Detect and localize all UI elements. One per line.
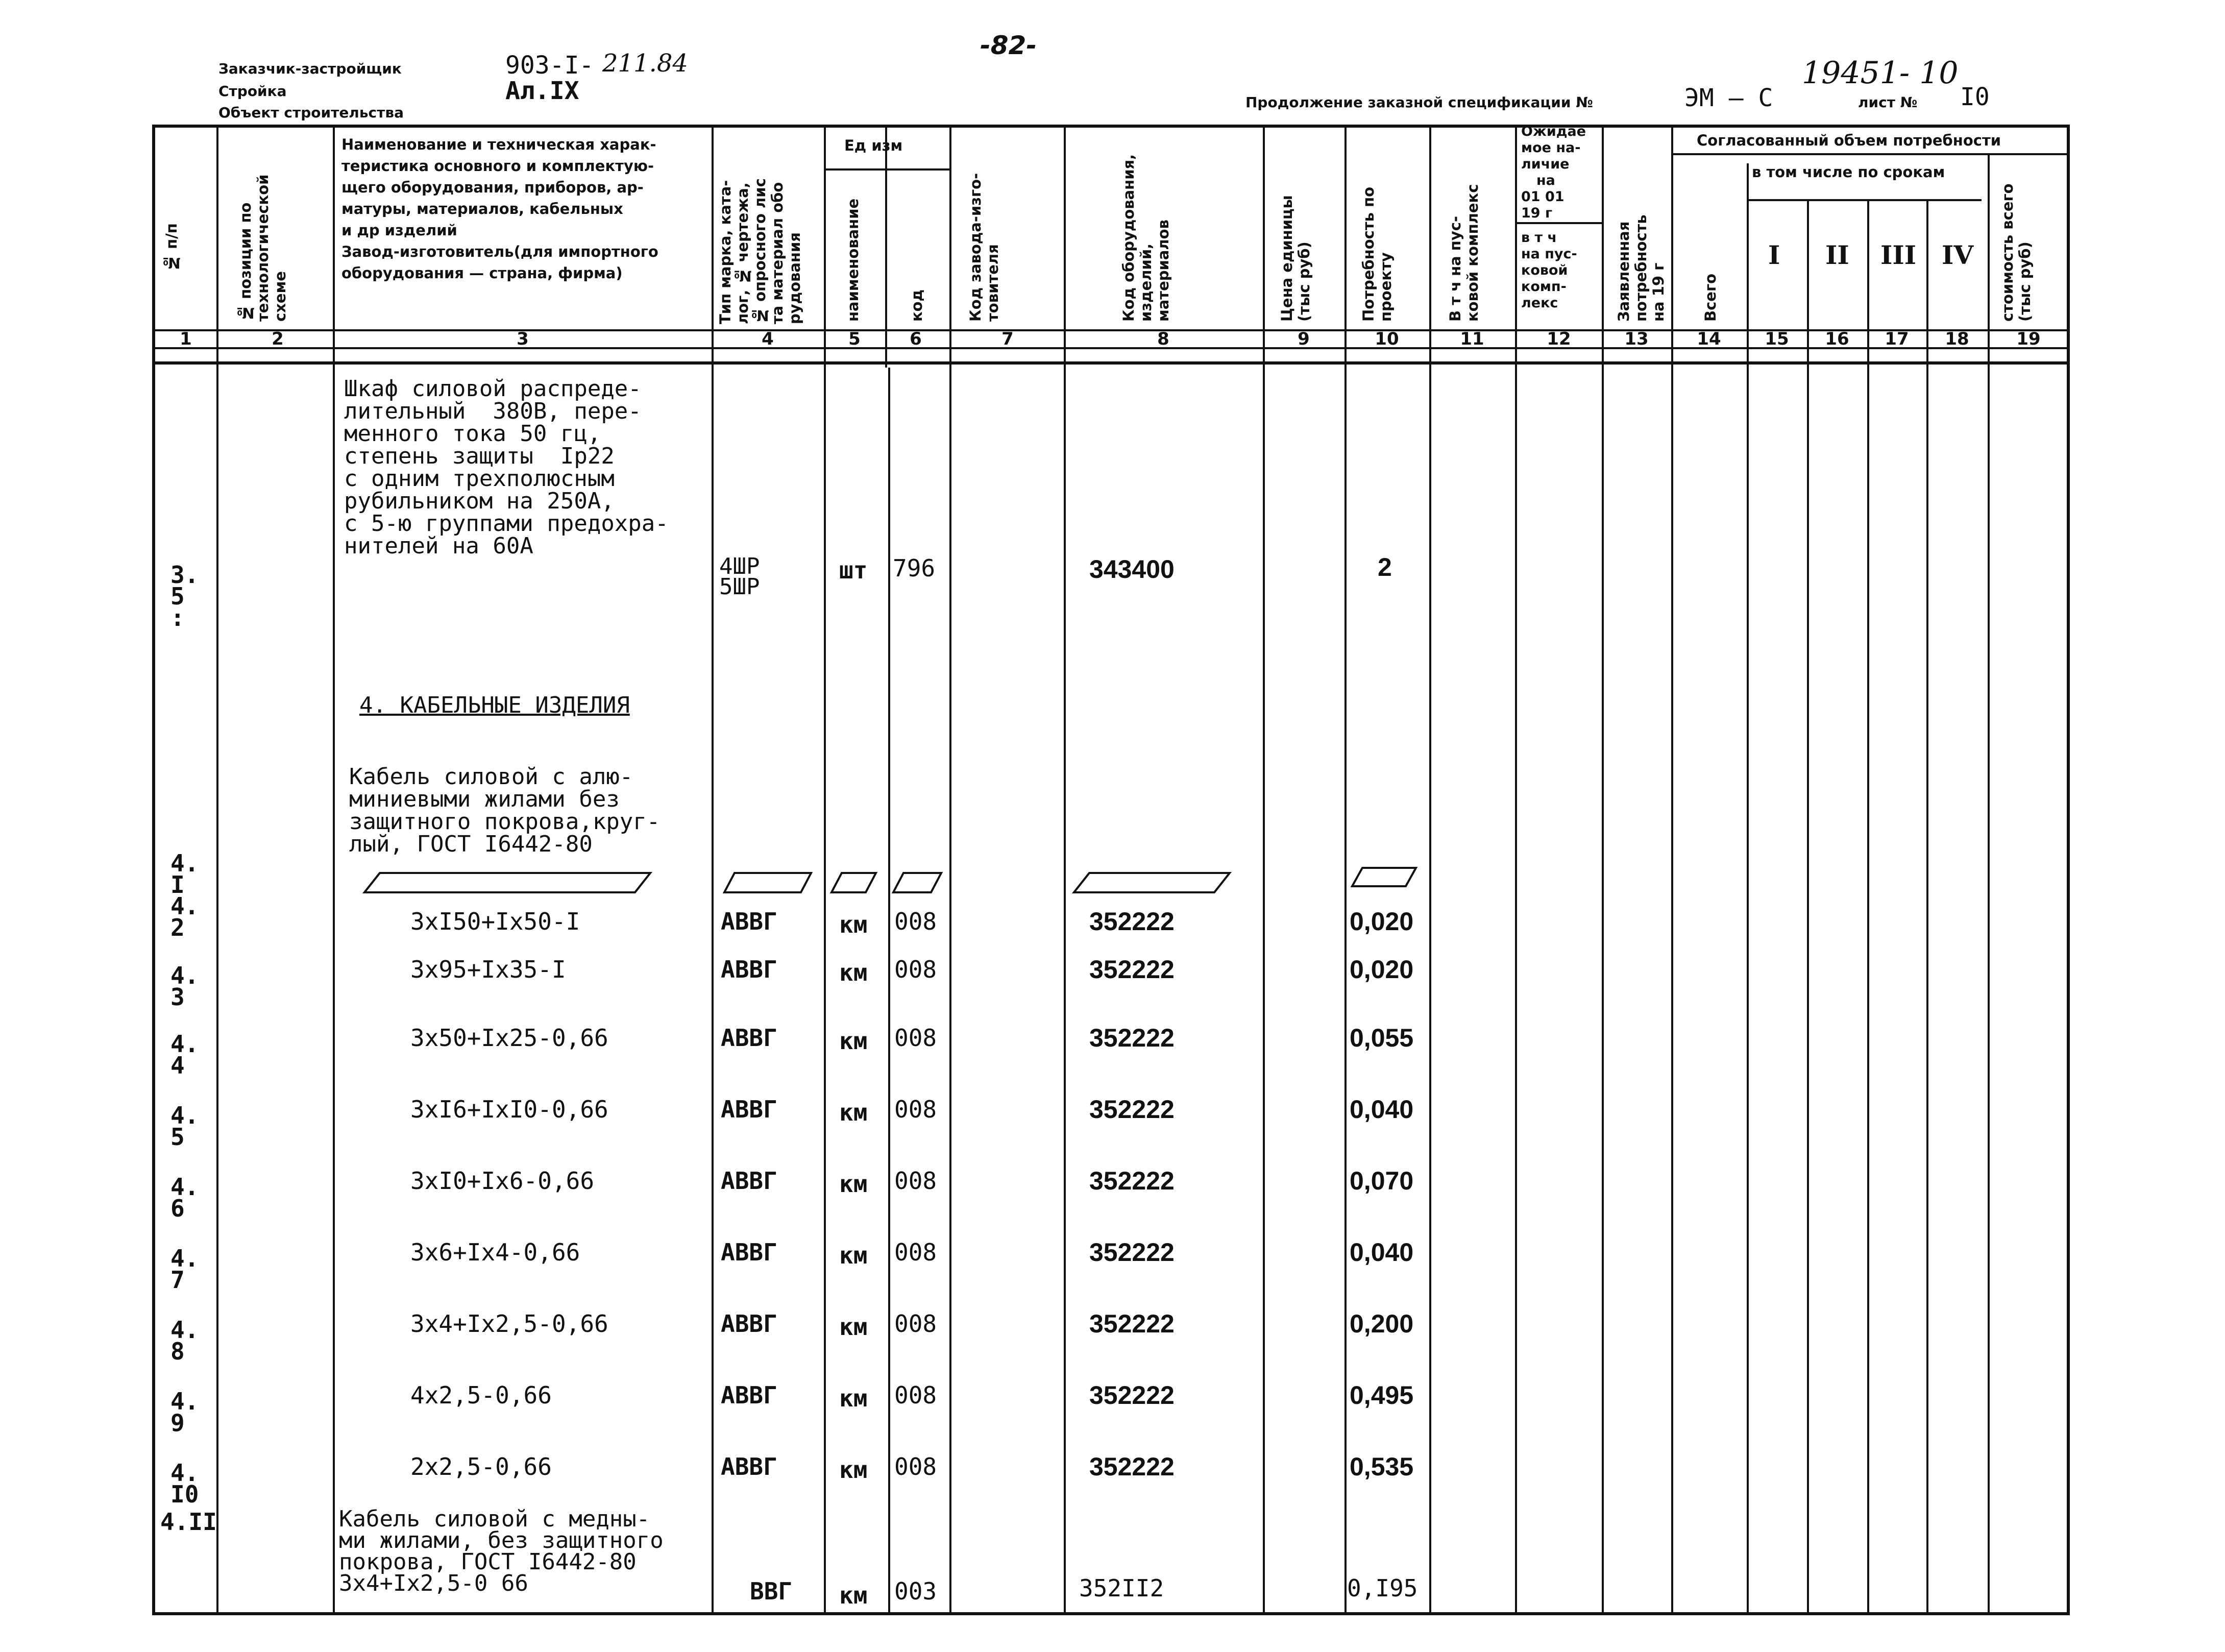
item-unit-code: 008 xyxy=(894,908,937,935)
item-demand: 0,040 xyxy=(1350,1095,1414,1124)
col-18-header: IV xyxy=(1942,240,1974,270)
item-demand: 0,200 xyxy=(1350,1309,1414,1338)
col-number: 4 xyxy=(762,329,774,349)
col-8-header: Код оборудования, изделий, материалов xyxy=(1120,154,1172,322)
item-unit: км xyxy=(839,1313,868,1341)
item-name: 3хI6+IхI0-0,66 xyxy=(410,1096,608,1123)
col-number: 13 xyxy=(1624,329,1649,349)
item-type: ВВГ xyxy=(750,1577,793,1605)
col-number: 6 xyxy=(910,329,922,349)
terms-group-header: в том числе по срокам xyxy=(1752,163,1945,181)
item-unit-code: 008 xyxy=(894,956,937,983)
specification-table xyxy=(152,125,2070,1615)
blank-markers xyxy=(155,863,2073,904)
col-number: 12 xyxy=(1547,329,1571,349)
item-type: АВВГ xyxy=(721,1310,777,1338)
col-2-header: № позиции по технологической схеме xyxy=(237,174,289,322)
col-19-header: стоимость всего (тыс руб) xyxy=(1999,183,2034,322)
item-demand: 2 xyxy=(1378,553,1392,581)
cable-group-title: Кабель силовой с алю- миниевыми жилами без защитного покрова,круг- лый, ГОСТ I6442-80 xyxy=(349,764,661,857)
item-demand: 0,I95 xyxy=(1347,1574,1418,1602)
col-6-header: код xyxy=(908,289,925,322)
col-number: 15 xyxy=(1765,329,1789,349)
item-equip-code: 352222 xyxy=(1089,1095,1175,1124)
object-label: Объект строительства xyxy=(218,104,404,121)
item-demand: 0,020 xyxy=(1350,907,1414,936)
row-number: 4. I0 xyxy=(170,1459,199,1508)
col-number: 16 xyxy=(1825,329,1849,349)
item-name: 4х2,5-0,66 xyxy=(410,1381,552,1409)
col-15-header: I xyxy=(1768,240,1780,270)
col-number: 14 xyxy=(1697,329,1721,349)
site-label: Стройка xyxy=(218,83,287,100)
item-type: АВВГ xyxy=(721,1381,777,1409)
item-equip-code: 352222 xyxy=(1089,1381,1175,1410)
col-number: 11 xyxy=(1460,329,1484,349)
item-demand: 0,040 xyxy=(1350,1238,1414,1267)
col-number: 18 xyxy=(1945,329,1969,349)
item-type: АВВГ xyxy=(721,1096,777,1123)
col-7-header: Код завода-изго- товителя xyxy=(967,173,1001,322)
item-demand: 0,020 xyxy=(1350,955,1414,984)
item-unit: км xyxy=(839,1099,868,1126)
spec-number-handwritten: 19451- 10 xyxy=(1802,55,1959,91)
item-equip-code: 352222 xyxy=(1089,955,1175,984)
col-5-header: наименование xyxy=(844,198,862,322)
section-title: 4. КАБЕЛЬНЫЕ ИЗДЕЛИЯ xyxy=(359,692,630,718)
row-number: 4. 4 xyxy=(170,1030,199,1079)
col-number: 5 xyxy=(848,329,861,349)
item-type: АВВГ xyxy=(721,1238,777,1266)
col-12-top-header: Ожидае мое на- личие на 01 01 19 г xyxy=(1521,124,1586,221)
col-number: 3 xyxy=(517,329,529,349)
item-unit: км xyxy=(839,1170,868,1198)
item-type: АВВГ xyxy=(721,908,777,935)
col-number: 19 xyxy=(2016,329,2041,349)
customer-value-handwritten: 211.84 xyxy=(602,49,688,78)
item-equip-code: 352222 xyxy=(1089,1167,1175,1195)
item-unit: км xyxy=(839,1582,868,1609)
col-number: 10 xyxy=(1375,329,1399,349)
item-equip-code: 352222 xyxy=(1089,1452,1175,1481)
item-equip-code: 352II2 xyxy=(1079,1574,1164,1602)
item-type: АВВГ xyxy=(721,1167,777,1195)
col-14-header: Всего xyxy=(1702,273,1719,322)
item-name: 3хI0+Iх6-0,66 xyxy=(410,1167,595,1195)
col-number: 7 xyxy=(1001,329,1014,349)
item-demand: 0,495 xyxy=(1350,1381,1414,1410)
item-demand: 0,070 xyxy=(1350,1167,1414,1195)
col-3-header: Наименование и техническая харак- теристика основного и комплектую- щего оборудования, приборов, ар- матуры, материалов, кабельных и др изделий Завод-изготовитель(для импортного оборудования — страна, фирма) xyxy=(341,136,658,282)
item-unit-code: 796 xyxy=(893,554,936,582)
item-unit-code: 008 xyxy=(894,1381,937,1409)
item-type: АВВГ xyxy=(721,1453,777,1480)
item-unit: км xyxy=(839,1027,868,1055)
col-10-header: Потребность по проекту xyxy=(1360,186,1395,322)
item-type: 4ШР 5ШР xyxy=(719,553,760,600)
item-unit-code: 008 xyxy=(894,1238,937,1266)
row-number: 4. 3 xyxy=(170,962,199,1011)
row-number: 4. 8 xyxy=(170,1316,199,1365)
customer-label: Заказчик-застройщик xyxy=(218,60,402,77)
item-demand: 0,055 xyxy=(1350,1024,1414,1052)
item-name: 3х50+Iх25-0,66 xyxy=(410,1024,608,1052)
item-equip-code: 343400 xyxy=(1089,555,1175,584)
item-name: 3х95+Iх35-I xyxy=(410,956,566,983)
item-name: 3хI50+Iх50-I xyxy=(410,908,580,935)
customer-value: 903-I- xyxy=(505,51,594,80)
col-16-header: II xyxy=(1825,240,1849,270)
col-1-header: № п/п xyxy=(163,223,180,272)
agreed-volume-group-header: Согласованный объем потребности xyxy=(1697,132,2001,149)
row-number: 3. 5 : xyxy=(170,561,199,631)
item-type: АВВГ xyxy=(721,956,777,983)
continuation-label: Продолжение заказной спецификации № xyxy=(1245,94,1593,111)
sheet-label: лист № xyxy=(1858,94,1918,111)
spec-code: ЭМ — С xyxy=(1684,84,1773,112)
item-name: Шкаф силовой распреде- лительный 380В, пере- менного тока 50 гц, степень защиты Iр22 с одним трехполюсным рубильником на 250А, с 5-ю группами предохра- нителей на 60А xyxy=(344,376,669,559)
item-name: Кабель силовой с медны- ми жилами, без защитного покрова, ГОСТ I6442-80 3х4+Iх2,5-0 66 xyxy=(339,1506,664,1596)
item-unit-code: 008 xyxy=(894,1310,937,1338)
row-number: 4. 7 xyxy=(170,1245,199,1294)
item-equip-code: 352222 xyxy=(1089,907,1175,936)
col-number: 9 xyxy=(1298,329,1310,349)
sheet-number: I0 xyxy=(1960,83,1990,111)
item-unit: км xyxy=(839,911,868,938)
unit-group-header: Ед изм xyxy=(844,137,903,154)
row-number: 4. 9 xyxy=(170,1388,199,1437)
row-number: 4. 5 xyxy=(170,1102,199,1151)
row-number: 4.II xyxy=(160,1508,217,1536)
item-unit: км xyxy=(839,959,868,986)
col-9-header: Цена единицы (тыс руб) xyxy=(1278,195,1313,322)
col-number: 8 xyxy=(1157,329,1169,349)
item-unit: км xyxy=(839,1456,868,1484)
item-equip-code: 352222 xyxy=(1089,1238,1175,1267)
item-equip-code: 352222 xyxy=(1089,1024,1175,1052)
col-12-bottom-header: в т ч на пус- ковой комп- лекс xyxy=(1521,230,1577,311)
item-unit-code: 008 xyxy=(894,1024,937,1052)
item-equip-code: 352222 xyxy=(1089,1309,1175,1338)
col-17-header: III xyxy=(1880,240,1917,270)
item-unit: км xyxy=(839,1242,868,1269)
item-type: АВВГ xyxy=(721,1024,777,1052)
item-name: 3х4+Iх2,5-0,66 xyxy=(410,1310,608,1338)
item-unit-code: 003 xyxy=(894,1577,937,1605)
col-11-header: В т ч на пус- ковой комплекс xyxy=(1447,184,1481,322)
site-value: Ал.IX xyxy=(505,77,579,105)
item-unit-code: 008 xyxy=(894,1167,937,1195)
item-unit: шт xyxy=(839,556,868,584)
item-unit-code: 008 xyxy=(894,1453,937,1480)
item-unit: км xyxy=(839,1384,868,1412)
item-name: 2х2,5-0,66 xyxy=(410,1453,552,1480)
row-number: 4. I 4. 2 xyxy=(170,849,199,941)
item-unit-code: 008 xyxy=(894,1096,937,1123)
col-number: 2 xyxy=(272,329,284,349)
item-demand: 0,535 xyxy=(1350,1452,1414,1481)
col-number: 1 xyxy=(180,329,192,349)
item-name: 3х6+Iх4-0,66 xyxy=(410,1238,580,1266)
col-number: 17 xyxy=(1885,329,1909,349)
page-number: -82- xyxy=(980,31,1037,60)
row-number: 4. 6 xyxy=(170,1173,199,1222)
col-13-header: Заявленная потребность на 19 г xyxy=(1615,214,1667,322)
col-4-header: Тип марка, ката- лог, № чертежа, № опросного лис та материал обо рудования xyxy=(717,178,803,324)
